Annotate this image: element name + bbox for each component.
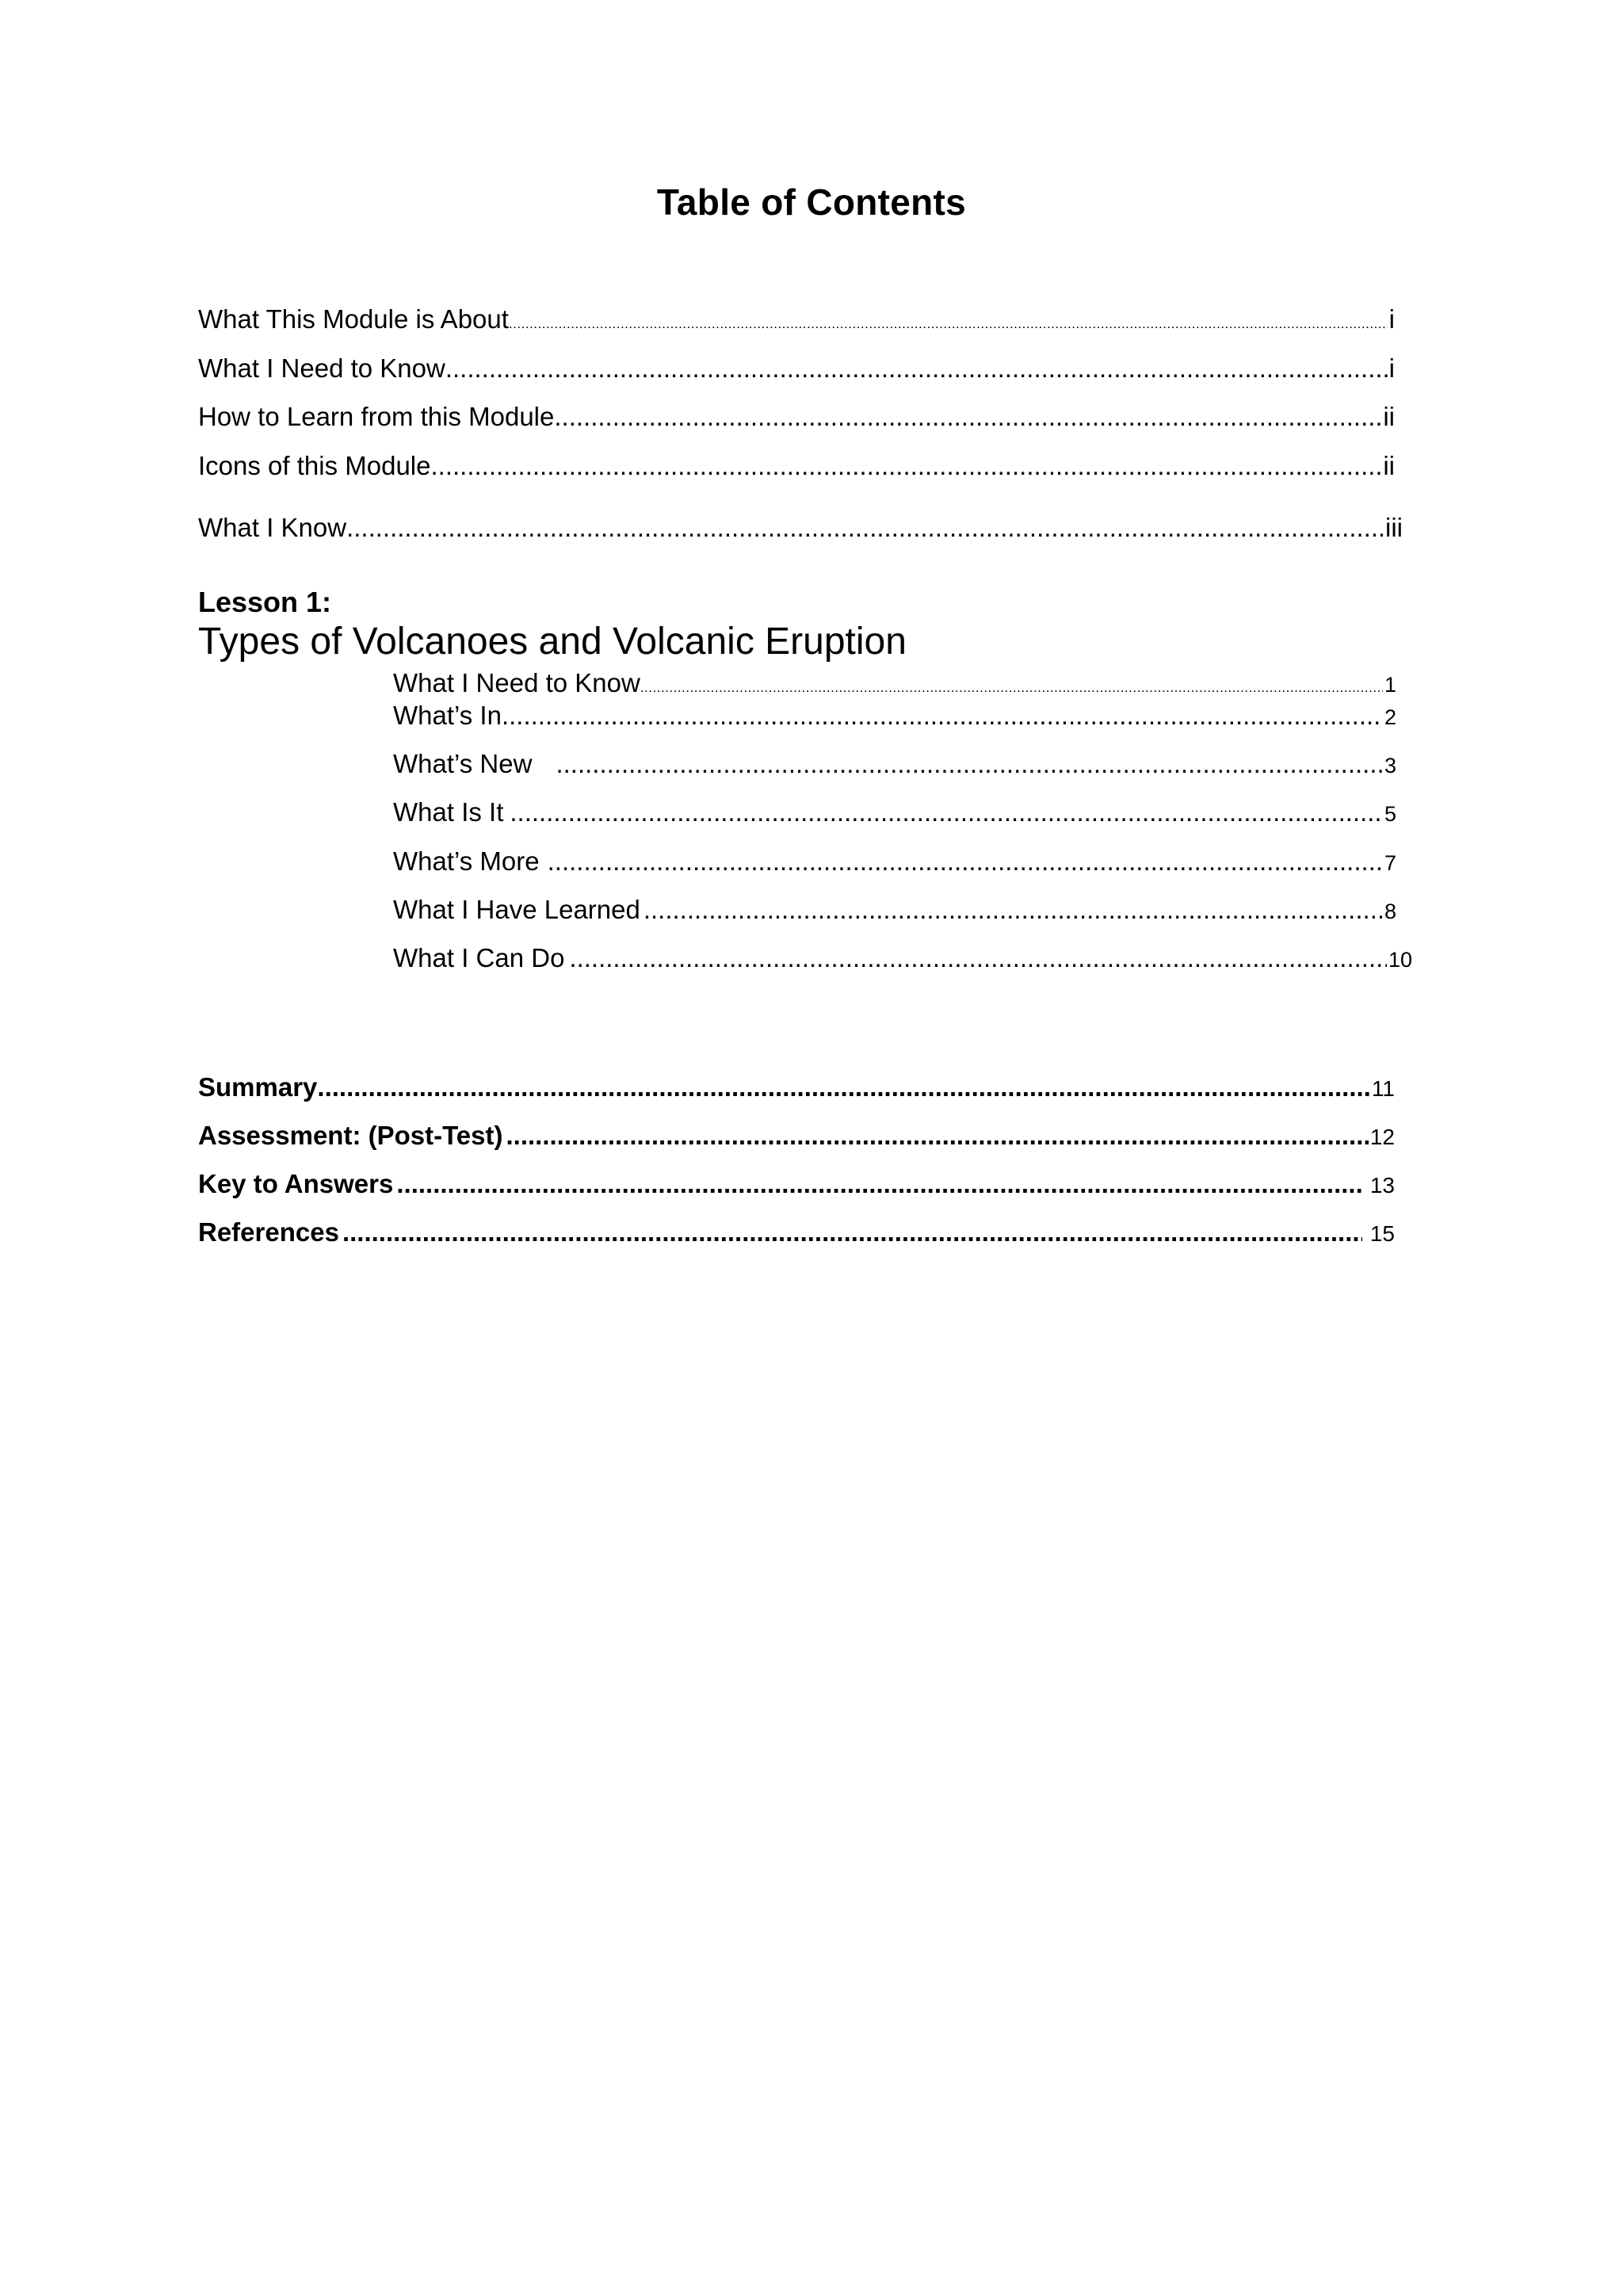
toc-entry-label: Icons of this Module	[198, 451, 431, 480]
toc-entry-label: What This Module is About	[198, 304, 509, 334]
toc-page-number: i	[1388, 304, 1395, 334]
toc-subentry-have-learned[interactable]	[393, 895, 1396, 925]
toc-entry-label: What Is It	[393, 797, 504, 827]
toc-page-number: i	[1388, 353, 1395, 383]
dot-leader	[569, 943, 1387, 973]
toc-page-number: .iii	[1377, 513, 1403, 542]
toc-entry-what-i-know[interactable]	[198, 513, 1403, 543]
toc-page-number: 3	[1384, 754, 1396, 777]
dot-leader	[548, 846, 1383, 877]
toc-entry-need-to-know[interactable]	[198, 353, 1395, 384]
toc-entry-label: What I Can Do	[393, 943, 565, 972]
toc-subentry-what-is-it[interactable]	[393, 797, 1396, 827]
toc-page-number: 1	[1384, 673, 1396, 697]
toc-page-number: ii	[1383, 451, 1395, 480]
toc-entry-label: What’s In	[393, 701, 502, 730]
dot-leader	[346, 513, 1377, 543]
toc-entry-label: Assessment: (Post-Test)	[198, 1121, 503, 1150]
toc-entry-label: Summary	[198, 1072, 318, 1102]
toc-entry-label: What I Know	[198, 513, 347, 542]
toc-subentry-need-to-know[interactable]	[393, 668, 1396, 698]
dot-leader	[643, 895, 1383, 925]
toc-entry-label: What I Have Learned	[393, 895, 640, 924]
toc-entry-how-to-learn[interactable]	[198, 402, 1395, 432]
dot-leader	[342, 1217, 1362, 1247]
toc-entry-label: What’s New	[393, 749, 533, 778]
toc-subentry-whats-more[interactable]	[393, 846, 1396, 877]
lesson-number-heading: Lesson 1:	[198, 586, 332, 618]
page-title: Table of Contents	[656, 181, 967, 223]
dot-leader	[431, 451, 1382, 481]
toc-subentry-can-do[interactable]	[393, 943, 1412, 973]
toc-page-number: ii	[1383, 402, 1395, 431]
dot-leader	[396, 1169, 1361, 1199]
toc-page-number: 15	[1369, 1221, 1395, 1246]
toc-entry-label: How to Learn from this Module	[198, 402, 555, 431]
dot-leader	[317, 1072, 1370, 1102]
dot-leader	[502, 701, 1383, 731]
toc-entry-label: Key to Answers	[198, 1169, 394, 1198]
toc-entry-icons[interactable]	[198, 451, 1395, 481]
toc-page-number: 11	[1371, 1076, 1395, 1101]
dot-leader	[509, 316, 1388, 332]
toc-entry-label: What’s More	[393, 846, 540, 876]
toc-page-number: 10	[1388, 948, 1412, 972]
dot-leader	[554, 402, 1381, 432]
dot-leader	[640, 680, 1383, 696]
toc-entry-module-about[interactable]	[198, 304, 1395, 334]
toc-page-number: 2	[1384, 705, 1396, 729]
dot-leader	[556, 749, 1383, 779]
dot-leader	[445, 353, 1388, 384]
toc-entry-summary[interactable]	[198, 1072, 1395, 1102]
dot-leader	[510, 797, 1383, 827]
lesson-title: Types of Volcanoes and Volcanic Eruption	[198, 621, 907, 663]
toc-subentry-whats-new[interactable]	[393, 749, 1396, 779]
toc-page-number: 7	[1384, 851, 1396, 875]
toc-entry-label: What I Need to Know	[198, 353, 445, 383]
toc-page-number: 13	[1369, 1173, 1395, 1198]
toc-entry-assessment[interactable]	[198, 1121, 1395, 1151]
toc-entry-references[interactable]	[198, 1217, 1395, 1247]
toc-subentry-whats-in[interactable]	[393, 701, 1396, 731]
dot-leader	[506, 1121, 1368, 1151]
toc-entry-label: What I Need to Know	[393, 668, 640, 697]
toc-entry-key-to-answers[interactable]	[198, 1169, 1395, 1199]
toc-page-number: 12	[1369, 1125, 1395, 1149]
toc-page-number: 5	[1384, 802, 1396, 826]
toc-page-number: 8	[1384, 900, 1396, 923]
toc-entry-label: References	[198, 1217, 339, 1247]
